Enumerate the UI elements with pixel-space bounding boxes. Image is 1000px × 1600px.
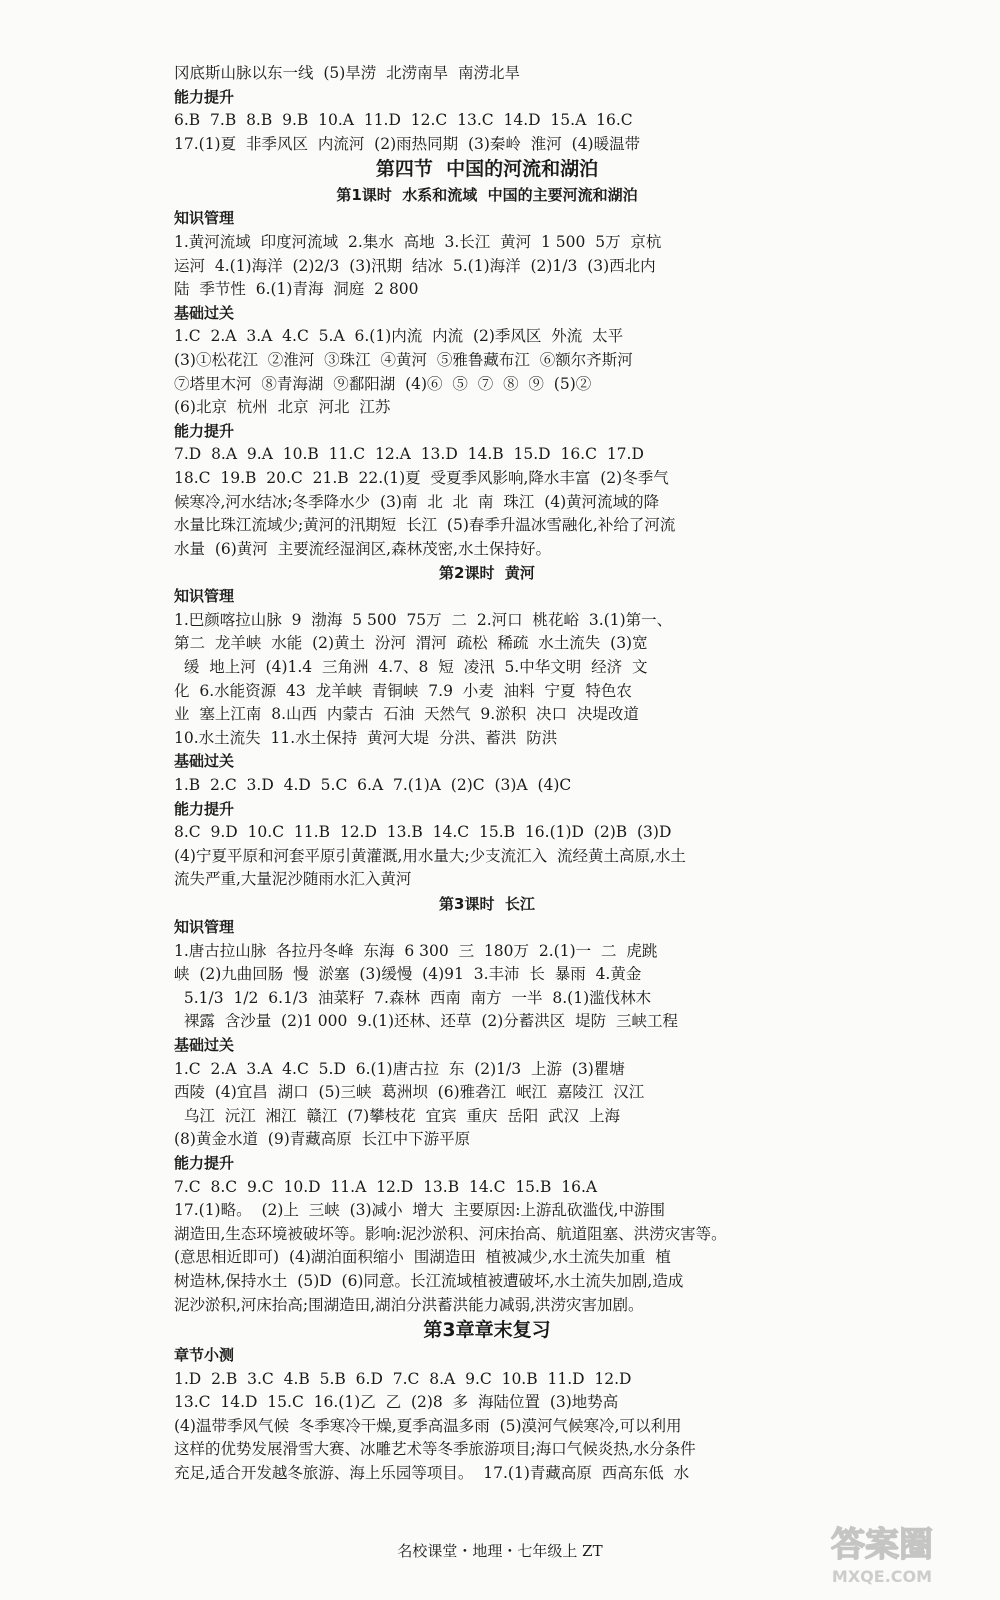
answer-line: 陆 季节性 6.(1)青海 洞庭 2 800 — [174, 280, 419, 299]
watermark-logo — [782, 1518, 982, 1588]
answer-line: 17.(1)略。 (2)上 三峡 (3)减小 增大 主要原因:上游乱砍滥伐,中游围 — [174, 1201, 665, 1220]
answer-line: 6.B 7.B 8.B 9.B 10.A 11.D 12.C 13.C 14.D 15.A 16.C — [174, 111, 633, 130]
answer-line: 1.C 2.A 3.A 4.C 5.A 6.(1)内流 内流 (2)季风区 外流 太平 — [174, 327, 624, 346]
answer-line: 业 塞上江南 8.山西 内蒙古 石油 天然气 9.淤积 决口 决堤改道 — [174, 705, 639, 724]
answer-line: 水量 (6)黄河 主要流经湿润区,森林茂密,水土保持好。 — [174, 539, 552, 558]
answer-line: 1.巴颜喀拉山脉 9 渤海 5 500 75万 二 2.河口 桃花峪 3.(1)第一、 — [174, 610, 673, 629]
section-heading: 能力提升 — [174, 421, 235, 440]
answer-line: 裸露 含沙量 (2)1 000 9.(1)还林、还草 (2)分蓄洪区 堤防 三峡工程 — [174, 1012, 679, 1031]
lesson-title: 第2课时 黄河 — [439, 564, 535, 583]
answer-page — [174, 62, 800, 1486]
answer-line: (6)北京 杭州 北京 河北 江苏 — [174, 398, 391, 417]
watermark-sub: MXQE.COM — [831, 1567, 933, 1586]
section-heading: 基础过关 — [174, 1035, 235, 1054]
answer-line: 18.C 19.B 20.C 21.B 22.(1)夏 受夏季风影响,降水丰富 (2)冬季气 — [174, 468, 669, 487]
answer-line: 10.水土流失 11.水土保持 黄河大堤 分洪、蓄洪 防洪 — [174, 728, 558, 747]
lesson-title: 第1课时 水系和流域 中国的主要河流和湖泊 — [336, 186, 638, 205]
section-heading: 知识管理 — [174, 587, 235, 606]
answer-line: 7.C 8.C 9.C 10.D 11.A 12.D 13.B 14.C 15.B 16.A — [174, 1177, 598, 1196]
answer-line: 峡 (2)九曲回肠 慢 淤塞 (3)缓慢 (4)91 3.丰沛 长 暴雨 4.黄金 — [174, 965, 642, 984]
answer-line: 西陵 (4)宜昌 湖口 (5)三峡 葛洲坝 (6)雅砻江 岷江 嘉陵江 汉江 — [174, 1083, 645, 1102]
answer-line: 化 6.水能资源 43 龙羊峡 青铜峡 7.9 小麦 油料 宁夏 特色农 — [174, 681, 632, 700]
watermark-text: 答案圈 — [831, 1525, 933, 1565]
answer-line: 运河 4.(1)海洋 (2)2/3 (3)汛期 结冰 5.(1)海洋 (2)1/3 (3)西北内 — [174, 256, 656, 275]
answer-line: 1.唐古拉山脉 各拉丹冬峰 东海 6 300 三 180万 2.(1)一 二 虎跳 — [174, 941, 658, 960]
answer-line: 17.(1)夏 非季风区 内流河 (2)雨热同期 (3)秦岭 淮河 (4)暖温带 — [174, 134, 641, 153]
answer-line: (意思相近即可) (4)湖泊面积缩小 围湖造田 植被减少,水土流失加重 植 — [174, 1248, 671, 1267]
answer-line: (4)温带季风气候 冬季寒冷干燥,夏季高温多雨 (5)漠河气候寒冷,可以利用 — [174, 1416, 682, 1435]
answer-line: 这样的优势发展滑雪大赛、冰雕艺术等冬季旅游项目;海口气候炎热,水分条件 — [174, 1440, 696, 1459]
answer-line: 候寒冷,河水结冰;冬季降水少 (3)南 北 北 南 珠江 (4)黄河流域的降 — [174, 492, 660, 511]
answer-line: 1.B 2.C 3.D 4.D 5.C 6.A 7.(1)A (2)C (3)A (4)C — [174, 776, 572, 795]
answer-line: 1.C 2.A 3.A 4.C 5.D 6.(1)唐古拉 东 (2)1/3 上游 (3)瞿塘 — [174, 1059, 625, 1078]
page-footer: 名校课堂・地理・七年级上 ZT — [397, 1542, 603, 1560]
answer-line: 泥沙淤积,河床抬高;围湖造田,湖泊分洪蓄洪能力减弱,洪涝灾害加剧。 — [174, 1295, 644, 1314]
answer-line: 水量比珠江流域少;黄河的汛期短 长江 (5)春季升温冰雪融化,补给了河流 — [174, 516, 676, 535]
section-heading: 基础过关 — [174, 752, 235, 771]
answer-line: 充足,适合开发越冬旅游、海上乐园等项目。 17.(1)青藏高原 西高东低 水 — [174, 1464, 690, 1483]
section-title: 第四节 中国的河流和湖泊 — [375, 158, 599, 181]
answer-line: 流失严重,大量泥沙随雨水汇入黄河 — [174, 870, 412, 889]
answer-line: 乌江 沅江 湘江 赣江 (7)攀枝花 宜宾 重庆 岳阳 武汉 上海 — [174, 1106, 620, 1125]
answer-line: 7.D 8.A 9.A 10.B 11.C 12.A 13.D 14.B 15.D 16.C 17.D — [174, 445, 644, 464]
answer-line: 缓 地上河 (4)1.4 三角洲 4.7、8 短 凌汛 5.中华文明 经济 文 — [174, 658, 648, 677]
section-heading: 能力提升 — [174, 799, 235, 818]
answer-line: 第二 龙羊峡 水能 (2)黄土 汾河 渭河 疏松 稀疏 水土流失 (3)宽 — [174, 634, 648, 653]
section-heading: 基础过关 — [174, 303, 235, 322]
section-heading: 能力提升 — [174, 87, 235, 106]
answer-line: 湖造田,生态环境被破坏等。影响:泥沙淤积、河床抬高、航道阻塞、洪涝灾害等。 — [174, 1224, 727, 1243]
answer-line: 冈底斯山脉以东一线 (5)旱涝 北涝南旱 南涝北旱 — [174, 64, 521, 82]
section-heading: 知识管理 — [174, 209, 235, 228]
answer-line: 树造林,保持水土 (5)D (6)同意。长江流域植被遭破坏,水土流失加剧,造成 — [174, 1271, 684, 1290]
answer-line: 13.C 14.D 15.C 16.(1)乙 乙 (2)8 多 海陆位置 (3)地势高 — [174, 1393, 619, 1412]
section-heading: 章节小测 — [174, 1346, 235, 1365]
section-heading: 知识管理 — [174, 918, 235, 936]
answer-line: 5.1/3 1/2 6.1/3 油菜籽 7.森林 西南 南方 一半 8.(1)滥伐林木 — [174, 988, 652, 1007]
answer-line: (4)宁夏平原和河套平原引黄灌溉,用水量大;少支流汇入 流经黄土高原,水土 — [174, 846, 686, 865]
answer-line: 1.D 2.B 3.C 4.B 5.B 6.D 7.C 8.A 9.C 10.B 11.D 12.D — [174, 1369, 632, 1388]
section-title: 第3章章末复习 — [423, 1319, 551, 1342]
answer-line: (8)黄金水道 (9)青藏高原 长江中下游平原 — [174, 1130, 471, 1149]
answer-line: 1.黄河流域 印度河流域 2.集水 高地 3.长江 黄河 1 500 5万 京杭 — [174, 232, 662, 251]
answer-line: (3)①松花江 ②淮河 ③珠江 ④黄河 ⑤雅鲁藏布江 ⑥额尔齐斯河 — [174, 350, 633, 369]
section-heading: 能力提升 — [174, 1153, 235, 1172]
lesson-title: 第3课时 长江 — [439, 895, 535, 913]
answer-line: ⑦塔里木河 ⑧青海湖 ⑨鄱阳湖 (4)⑥ ⑤ ⑦ ⑧ ⑨ (5)② — [174, 374, 592, 393]
answer-line: 8.C 9.D 10.C 11.B 12.D 13.B 14.C 15.B 16.(1)D (2)B (3)D — [174, 823, 672, 842]
